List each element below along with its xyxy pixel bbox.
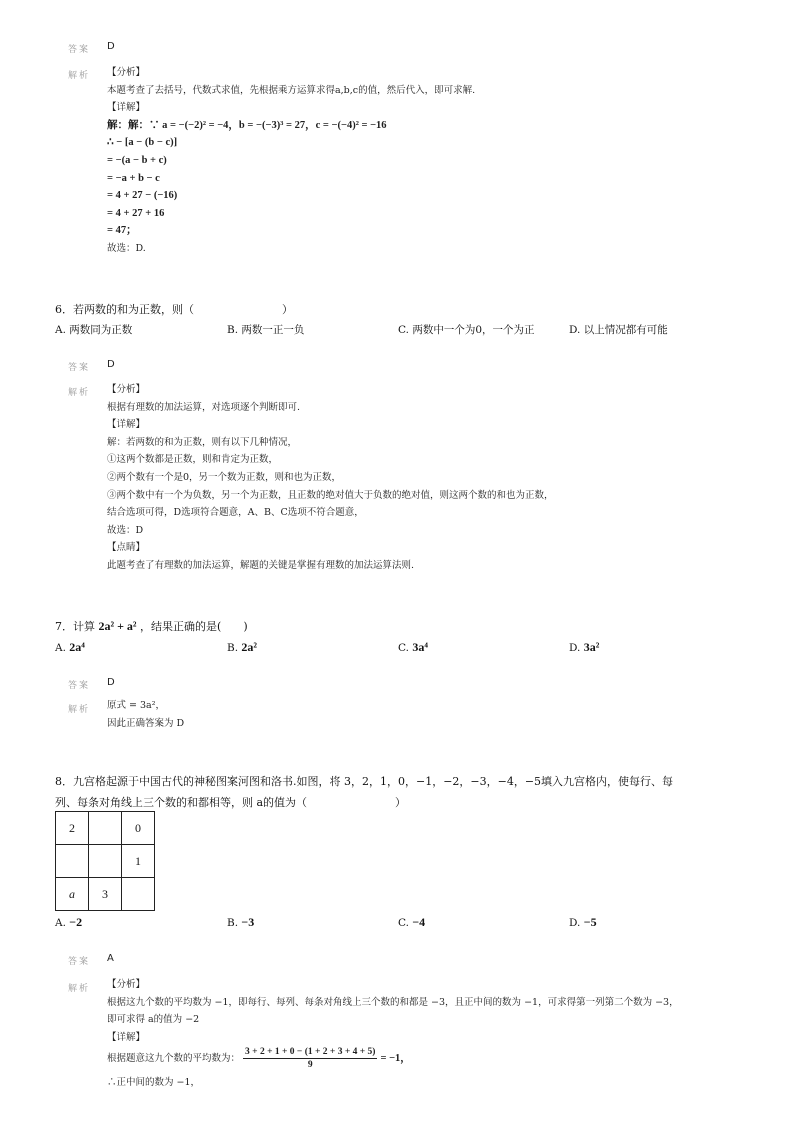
q5-line: 【分析】	[107, 67, 146, 78]
q8-line: 【详解】	[107, 1031, 146, 1043]
q8-option-d	[569, 915, 597, 930]
option-label: C.	[398, 642, 409, 654]
q5-line: = 4 + 27 − (−16)	[107, 190, 178, 202]
q6-answer-tag: 答案	[68, 363, 91, 373]
fraction-numerator: 3 + 2 + 1 + 0 − (1 + 2 + 3 + 4 + 5)	[245, 1047, 376, 1057]
q6-line: 【分析】	[107, 384, 146, 395]
q8-final-line: ∴正中间的数为 −1，	[107, 1077, 201, 1088]
q7-stem-expr: 2a² + a²	[98, 619, 137, 633]
q7-line: 因此正确答案为 D	[107, 717, 185, 729]
q7-option-b	[227, 640, 257, 655]
q6-line: 解：若两数的和为正数，则有以下几种情况，	[107, 436, 298, 448]
q6-line: 【点睛】	[107, 542, 146, 554]
q6-option-d: D. 以上情况都有可能	[569, 324, 668, 336]
q6-line: 此题考查了有理数的加法运算，解题的关键是掌握有理数的加法运算法则.	[107, 559, 415, 571]
option-label: B.	[227, 917, 239, 929]
grid-cell: 1	[122, 845, 155, 878]
q6-analysis	[107, 381, 554, 575]
nine-square-grid	[55, 811, 155, 911]
q6-line: 【详解】	[107, 419, 146, 431]
q6-stem: 6．若两数的和为正数，则（ ）	[55, 303, 293, 316]
grid-cell	[89, 845, 122, 878]
q6-option-c: C. 两数中一个为0，一个为正	[398, 324, 535, 336]
q8-line: 根据这九个数的平均数为 −1，即每行、每列、每条对角线上三个数的和都是 −3，且正中间的数为 −1，可求得第一列第二个数为 −3，	[107, 996, 679, 1008]
q5-line: = −(a − b + c)	[107, 154, 167, 166]
option-label: C.	[398, 917, 409, 929]
q6-line: ③两个数中有一个为负数，另一个为正数，且正数的绝对值大于负数的绝对值，则这两个数的和也为正数，	[107, 489, 554, 501]
q6-line: ②两个数有一个是0，另一个数为正数，则和也为正数，	[107, 471, 342, 483]
option-label: A.	[55, 917, 66, 929]
fraction-denominator: 9	[307, 1060, 313, 1070]
q8-stem-line2: 列、每条对角线上三个数的和都相等，则 a的值为（ ）	[55, 796, 407, 809]
q8-option-a	[55, 915, 82, 930]
q8-average-prefix: 根据题意这九个数的平均数为：	[107, 1053, 241, 1064]
q7-option-a	[55, 640, 85, 655]
q7-stem-prefix: 7．计算	[55, 620, 95, 633]
grid-row	[56, 845, 155, 878]
option-label: D.	[569, 642, 581, 654]
option-value: −5	[583, 915, 597, 929]
q5-analysis	[107, 64, 475, 258]
q8-answer-tag: 答案	[68, 957, 91, 967]
grid-cell: 0	[122, 812, 155, 845]
q8-average-result: = −1，	[380, 1053, 411, 1064]
q7-stem-suffix: ，结果正确的是( )	[140, 620, 248, 633]
option-value: 2a⁴	[69, 640, 85, 654]
q7-stem	[55, 618, 248, 634]
q6-analysis-tag: 解析	[68, 388, 91, 398]
grid-cell: 3	[89, 878, 122, 911]
q5-line: = 47；	[107, 225, 137, 237]
q5-line: = −a + b − c	[107, 172, 160, 184]
q8-stem-line1: 8．九宫格起源于中国古代的神秘图案河图和洛书.如图，将 3，2，1，0，−1，−2，−3，−4，−5填入九宫格内，使每行、每	[55, 775, 674, 788]
q8-line: 即可求得 a的值为 −2	[107, 1014, 200, 1026]
option-value: 3a⁴	[412, 640, 428, 654]
q8-answer: A	[107, 953, 114, 964]
q6-line: 结合选项可得，D选项符合题意，A、B、C选项不符合题意，	[107, 507, 364, 519]
option-label: B.	[227, 642, 239, 654]
q8-line: 【分析】	[107, 979, 146, 990]
q6-line: 根据有理数的加法运算，对选项逐个判断即可.	[107, 401, 301, 413]
grid-cell	[122, 878, 155, 911]
grid-cell: 2	[56, 812, 89, 845]
option-label: D.	[569, 917, 581, 929]
q8-average-fraction	[243, 1046, 377, 1071]
q5-line: 【详解】	[107, 102, 146, 114]
grid-cell	[56, 845, 89, 878]
option-value: 2a²	[241, 640, 258, 654]
q8-option-c	[398, 915, 425, 930]
grid-cell: a	[56, 878, 89, 911]
option-value: −2	[69, 915, 83, 929]
q7-line: 原式 = 3a²，	[107, 700, 166, 711]
q8-analysis-tag: 解析	[68, 984, 91, 994]
q7-option-c	[398, 640, 428, 655]
grid-row	[56, 812, 155, 845]
q5-line: 故选：D.	[107, 242, 146, 254]
q7-answer: D	[107, 677, 115, 688]
grid-row	[56, 878, 155, 911]
option-value: 3a²	[583, 640, 600, 654]
q7-option-d	[569, 640, 599, 655]
q5-analysis-tag: 解析	[68, 71, 91, 81]
q6-line: ①这两个数都是正数，则和肯定为正数，	[107, 454, 279, 466]
option-label: A.	[55, 642, 66, 654]
q6-option-b: B. 两数一正一负	[227, 324, 305, 336]
option-value: −4	[412, 915, 426, 929]
option-value: −3	[241, 915, 255, 929]
q6-line: 故选：D	[107, 524, 144, 536]
q8-average-line	[107, 1046, 411, 1071]
q5-answer-tag: 答案	[68, 45, 91, 55]
q6-option-a: A. 两数同为正数	[55, 324, 133, 336]
grid-cell	[89, 812, 122, 845]
q7-analysis-tag: 解析	[68, 705, 91, 715]
q8-analysis	[107, 976, 679, 1046]
q5-line: 解：解：∵ a = −(−2)² = −4，b = −(−3)³ = 27，c = −(−4)² = −16	[107, 119, 387, 131]
q7-answer-tag: 答案	[68, 681, 91, 691]
q5-line: = 4 + 27 + 16	[107, 207, 165, 219]
q8-option-b	[227, 915, 254, 930]
q6-answer: D	[107, 359, 115, 370]
q7-analysis	[107, 697, 184, 732]
q5-line: ∴ − [a − (b − c)]	[107, 137, 178, 149]
q5-line: 本题考查了去括号，代数式求值，先根据乘方运算求得a,b,c的值，然后代入，即可求解.	[107, 84, 476, 96]
q5-answer: D	[107, 41, 115, 52]
